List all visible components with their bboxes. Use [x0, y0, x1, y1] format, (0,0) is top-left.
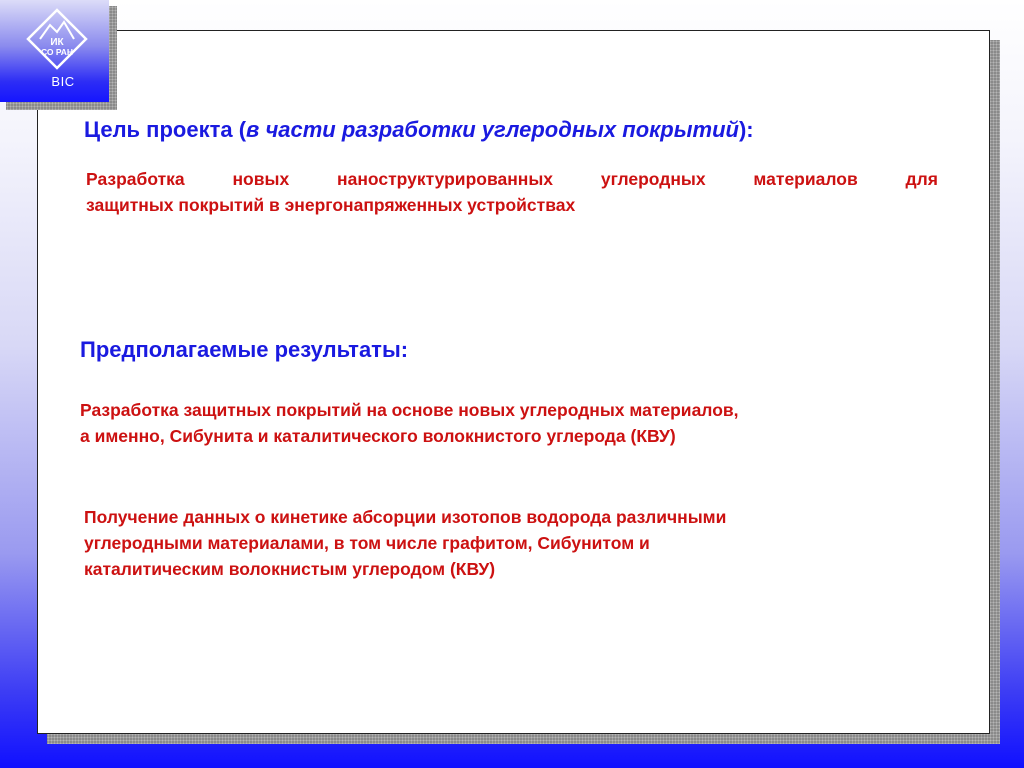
- goal-text-line1: Разработка новых наноструктурированных углеродных материалов для: [86, 169, 938, 189]
- institute-emblem-icon: [26, 8, 88, 70]
- goal-heading-prefix: Цель проекта (: [84, 117, 247, 142]
- result-item-1-line2: а именно, Сибунита и каталитического волокнистого углерода (КВУ): [80, 426, 676, 446]
- results-heading: Предполагаемые результаты:: [80, 337, 409, 362]
- emblem-text-line2: СО РАН: [40, 47, 74, 57]
- emblem-text-line1: ИК: [50, 37, 64, 48]
- result-item-1-line1: Разработка защитных покрытий на основе новых углеродных материалов,: [80, 400, 739, 420]
- goal-heading-suffix: ):: [738, 117, 754, 142]
- logo-caption: BIC: [51, 74, 75, 89]
- result-item-1: [80, 397, 940, 449]
- goal-text: [86, 166, 938, 218]
- goal-text-line2: защитных покрытий в энергонапряженных устройствах: [86, 195, 576, 215]
- institute-logo: [0, 0, 109, 102]
- result-item-2: [84, 504, 944, 582]
- result-item-2-line1: Получение данных о кинетике абсорции изотопов водорода различными: [84, 507, 727, 527]
- result-item-2-line3: каталитическим волокнистым углеродом (КВУ): [84, 559, 496, 579]
- goal-heading: [84, 117, 964, 143]
- goal-heading-italic: в части разработки углеродных покрытий: [246, 117, 739, 142]
- result-item-2-line2: углеродными материалами, в том числе графитом, Сибунитом и: [84, 533, 650, 553]
